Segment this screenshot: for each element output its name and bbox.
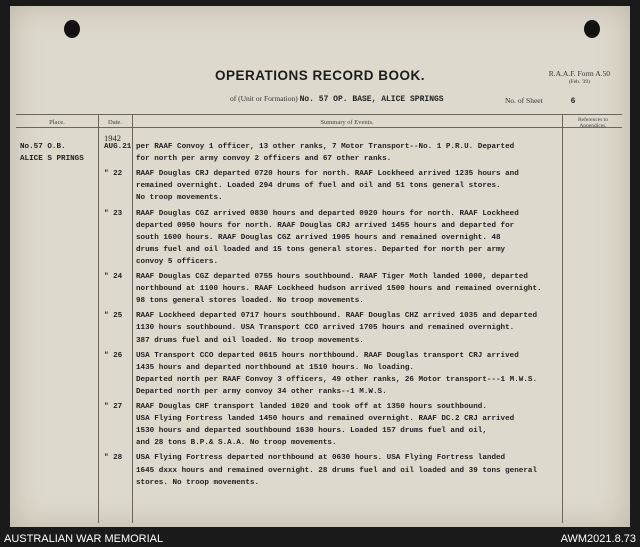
entry-line: convoy 5 officers. <box>136 257 219 266</box>
footer-accession: AWM2021.8.73 <box>560 533 636 545</box>
entry-date: " 28 <box>104 454 123 463</box>
entry-line: RAAF Douglas CRJ departed 0720 hours for north. RAAF Lockheed arrived 1235 hours and <box>136 170 519 179</box>
entry-line: south 1600 hours. RAAF Douglas CGZ arrived 1905 hours and remained overnight. 48 <box>136 233 501 242</box>
unit-line <box>230 94 444 104</box>
entry-line: 1645 dxxx hours and remained overnight. 28 drums fuel and oil loaded and 39 tons general <box>136 466 538 475</box>
entry-line: northbound at 1100 hours. RAAF Lockheed hudson arrived 1500 hours and remained overnight. <box>136 285 542 294</box>
page-title: OPERATIONS RECORD BOOK. <box>214 68 425 83</box>
footer-credit: AUSTRALIAN WAR MEMORIAL <box>4 533 164 545</box>
col-date-header: Date. <box>108 119 122 126</box>
sheet-value: 6 <box>570 97 576 106</box>
entry-line: remained overnight. Loaded 294 drums of fuel and oil and 51 tons general stores. <box>136 182 501 191</box>
punch-hole-left <box>64 20 80 38</box>
sheet-number <box>505 96 575 106</box>
entry-line: 1435 hours and departed northbound at 1510 hours. No loading. <box>136 363 414 372</box>
entry-line: USA Flying Fortress landed 1450 hours and remained overnight. RAAF DC.2 CRJ arrived <box>136 415 515 424</box>
place-line: No.57 O.B. <box>20 143 66 151</box>
entry-date: " 22 <box>104 170 123 179</box>
form-ref-label: R.A.A.F. Form A.50 <box>548 69 610 78</box>
entry-line: RAAF Douglas CHF transport landed 1020 and took off at 1350 hours southbound. <box>136 403 487 411</box>
sheet-label: No. of Sheet <box>505 96 543 105</box>
unit-label: of (Unit or Formation) <box>230 94 298 103</box>
col-references-header: References to Appendices. <box>577 117 609 129</box>
entry-date: AUG.21 <box>104 143 132 151</box>
entry-line: No troop movements. <box>136 194 223 203</box>
col-place-header: Place. <box>49 119 65 126</box>
record-sheet <box>10 6 630 527</box>
entry-line: per RAAF Convoy 1 officer, 13 other ranks, 7 Motor Transport--No. 1 P.R.U. Departed <box>136 143 515 151</box>
entry-date: " 24 <box>104 273 123 281</box>
form-ref-date: (Feb. '39) <box>568 79 590 85</box>
entry-line: 98 tons general stores loaded. No troop movements. <box>136 297 364 306</box>
entry-line: for north per army convoy 2 officers and 67 other ranks. <box>136 155 392 164</box>
place-line: ALICE S PRINGS <box>20 155 84 164</box>
year-label: 1942 <box>104 133 121 143</box>
form-reference <box>549 70 610 86</box>
entry-line: drums fuel and oil loaded and 15 tons general stores. Departed for north per army <box>136 245 506 254</box>
record-table <box>16 114 622 523</box>
unit-value: No. 57 OP. BASE, ALICE SPRINGS <box>299 95 444 104</box>
entry-line: and 28 tons B.P.& S.A.A. No troop movements. <box>136 439 337 448</box>
entry-date: " 26 <box>104 351 123 360</box>
entry-line: Departed north per RAAF Convoy 3 officers, 49 other ranks, 26 Motor transport---1 M.W.S. <box>136 375 538 384</box>
entry-line: RAAF Douglas CGZ departed 0755 hours southbound. RAAF Tiger Moth landed 1000, departed <box>136 273 528 281</box>
entry-date: " 27 <box>104 403 123 411</box>
entry-line: 387 drums fuel and oil loaded. No troop movements. <box>136 336 364 345</box>
entry-line: USA Flying Fortress departed northbound at 0630 hours. USA Flying Fortress landed <box>136 454 506 463</box>
entry-date: " 25 <box>104 312 123 321</box>
entry-line: 1530 hours and departed southbound 1630 hours. Loaded 157 drums fuel and oil, <box>136 427 487 436</box>
punch-hole-right <box>584 20 600 38</box>
entry-line: departed 0950 hours for north. RAAF Douglas CRJ arrived 1455 hours and departed for <box>136 221 515 230</box>
entry-line: stores. No troop movements. <box>136 478 260 487</box>
entry-line: RAAF Lockheed departed 0717 hours southbound. RAAF Douglas CHZ arrived 1035 and departed <box>136 312 538 321</box>
entry-line: 1130 hours southbound. USA Transport CCO arrived 1705 hours and remained overnight. <box>136 324 515 333</box>
entry-line: Departed north per army convoy 34 other ranks--1 M.W.S. <box>136 387 387 396</box>
entry-line: USA Transport CCO departed 0615 hours northbound. RAAF Douglas transport CRJ arrived <box>136 351 519 360</box>
entry-date: " 23 <box>104 209 123 218</box>
entry-line: RAAF Douglas CGZ arrived 0830 hours and departed 0920 hours for north. RAAF Lockheed <box>136 209 519 218</box>
col-summary-header: Summary of Events. <box>320 119 374 126</box>
